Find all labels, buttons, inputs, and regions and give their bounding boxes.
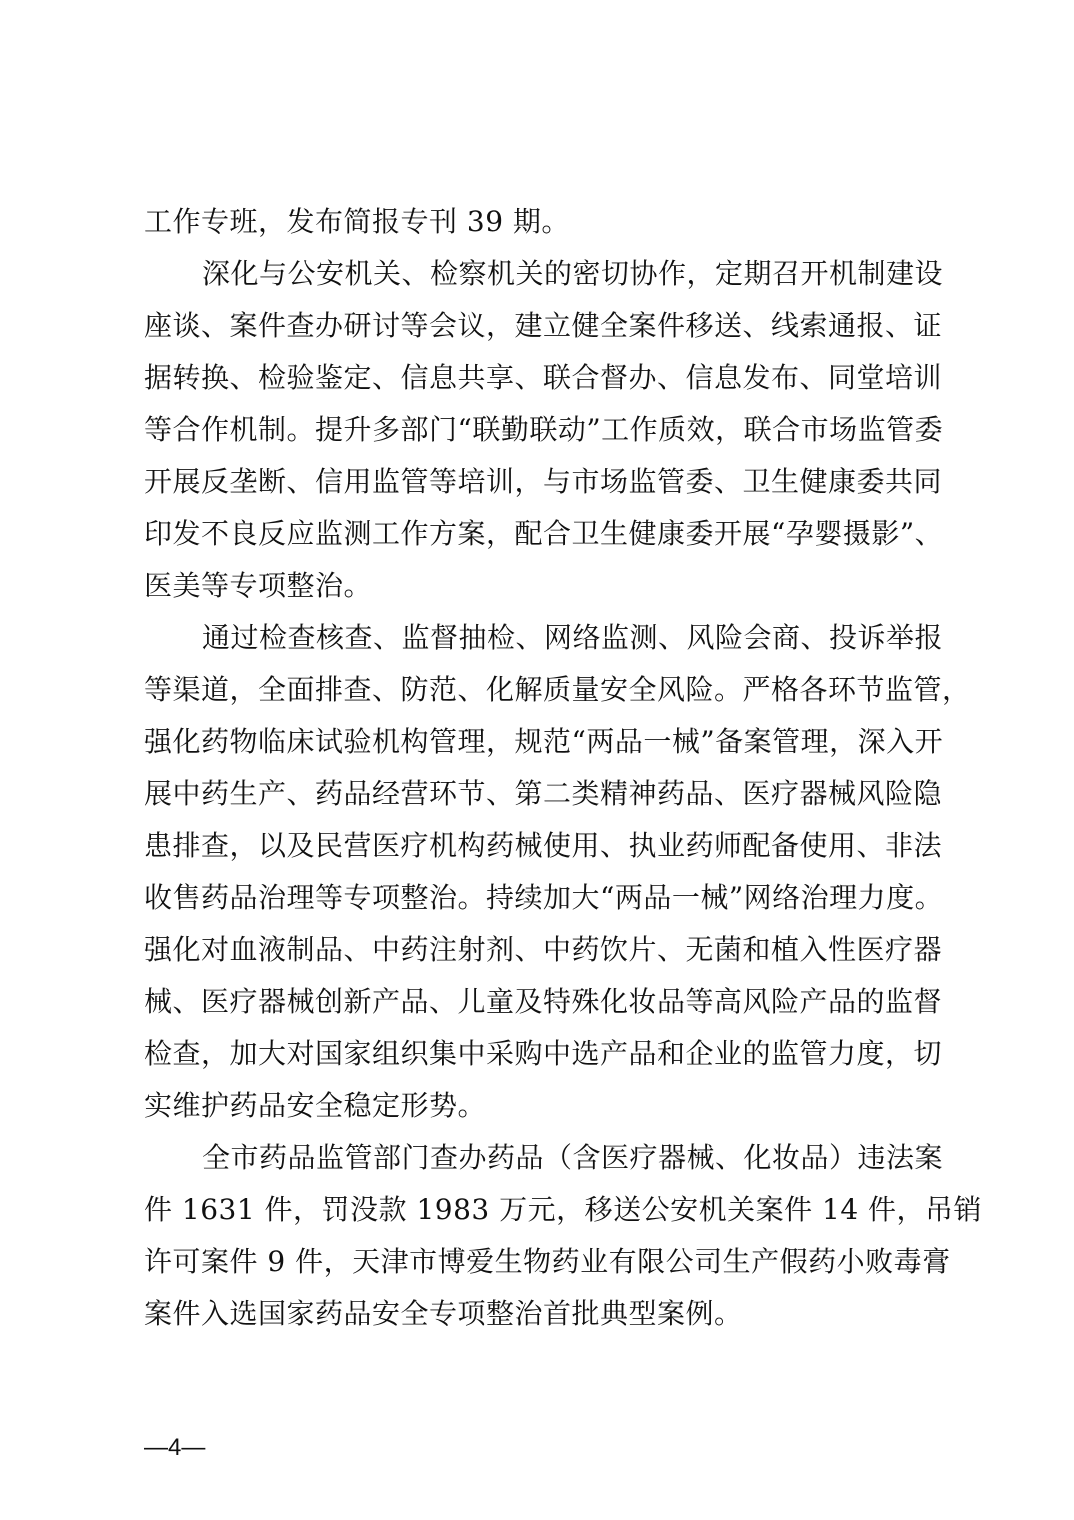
text-line: 案件入选国家药品安全专项整治首批典型案例。	[144, 1297, 743, 1330]
text-line: 许可案件 9 件，天津市博爱生物药业有限公司生产假药小败毒膏	[144, 1245, 951, 1278]
text-line: 据转换、检验鉴定、信息共享、联合督办、信息发布、同堂培训	[144, 361, 943, 394]
text-line: 强化对血液制品、中药注射剂、中药饮片、无菌和植入性医疗器	[144, 933, 943, 966]
paragraph-start-line: 深化与公安机关、检察机关的密切协作，定期召开机制建设	[202, 257, 944, 290]
text-line: 械、医疗器械创新产品、儿童及特殊化妆品等高风险产品的监督	[144, 985, 943, 1018]
paragraph-start-line: 通过检查核查、监督抽检、网络监测、风险会商、投诉举报	[202, 621, 944, 654]
text-line: 医美等专项整治。	[144, 569, 373, 602]
text-line: 件 1631 件，罚没款 1983 万元，移送公安机关案件 14 件，吊销	[144, 1193, 983, 1226]
text-line: 收售药品治理等专项整治。持续加大“两品一械”网络治理力度。	[144, 881, 944, 914]
text-line: 工作专班，发布简报专刊 39 期。	[144, 205, 570, 238]
text-line: 强化药物临床试验机构管理，规范“两品一械”备案管理，深入开	[144, 725, 944, 758]
paragraph-start-line: 全市药品监管部门查办药品（含医疗器械、化妆品）违法案	[202, 1141, 944, 1174]
text-line: 实维护药品安全稳定形势。	[144, 1089, 487, 1122]
text-line: 开展反垄断、信用监管等培训，与市场监管委、卫生健康委共同	[144, 465, 943, 498]
text-line: 等合作机制。提升多部门“联勤联动”工作质效，联合市场监管委	[144, 413, 944, 446]
text-line: 等渠道，全面排查、防范、化解质量安全风险。严格各环节监管，	[144, 673, 971, 706]
page-number: —4—	[144, 1434, 206, 1461]
text-line: 患排查，以及民营医疗机构药械使用、执业药师配备使用、非法	[144, 829, 943, 862]
text-line: 座谈、案件查办研讨等会议，建立健全案件移送、线索通报、证	[144, 309, 943, 342]
text-line: 检查，加大对国家组织集中采购中选产品和企业的监管力度，切	[144, 1037, 943, 1070]
text-line: 展中药生产、药品经营环节、第二类精神药品、医疗器械风险隐	[144, 777, 943, 810]
text-line: 印发不良反应监测工作方案，配合卫生健康委开展“孕婴摄影”、	[144, 517, 944, 550]
body-text	[144, 196, 983, 1340]
